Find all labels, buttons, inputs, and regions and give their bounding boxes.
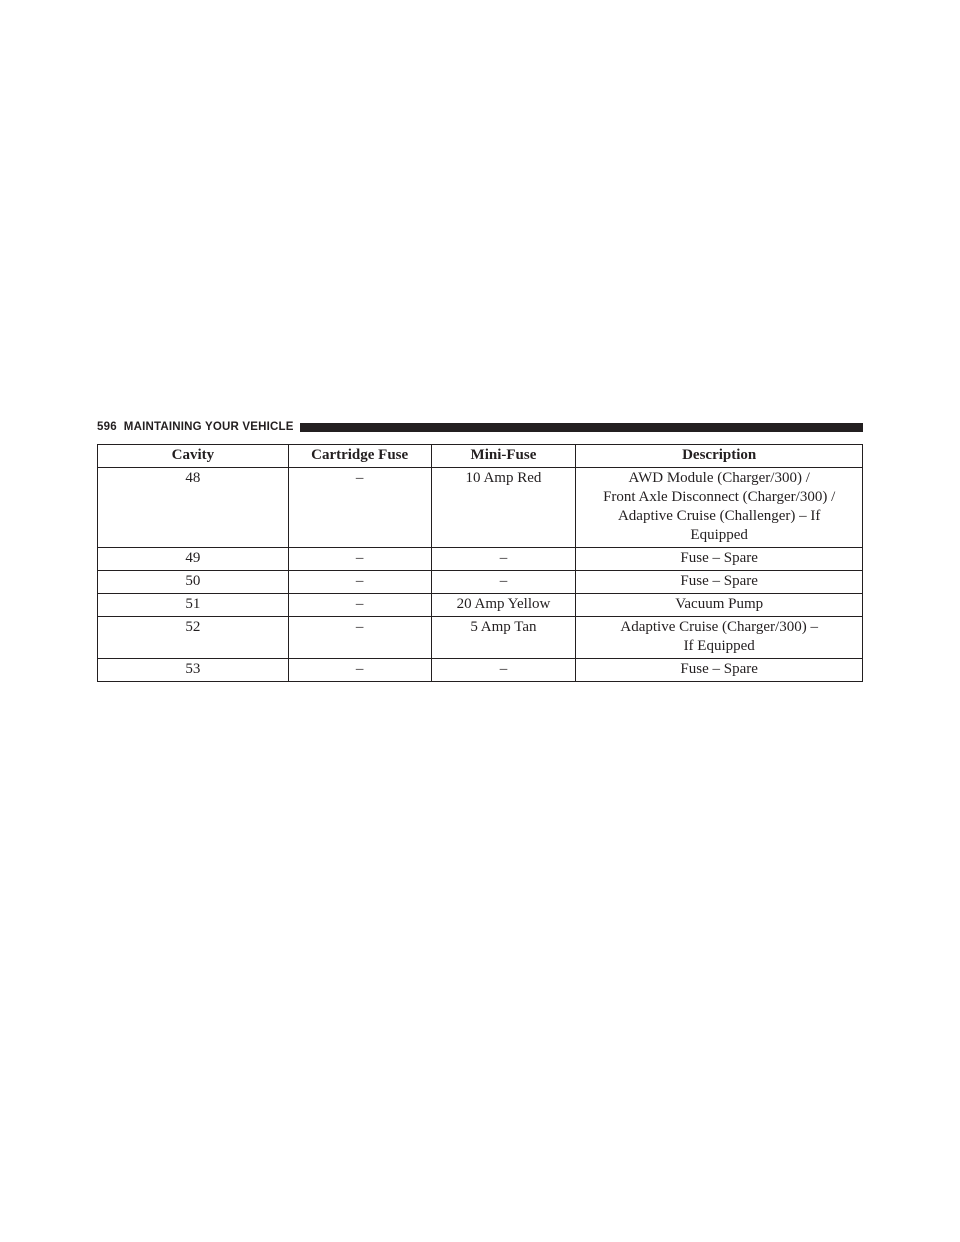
cavity-cell: 48	[98, 468, 289, 548]
cavity-cell: 51	[98, 594, 289, 617]
description-line: Adaptive Cruise (Challenger) – If	[617, 508, 821, 524]
column-header-cartridge-fuse: Cartridge Fuse	[288, 445, 431, 468]
description-line: Front Axle Disconnect (Charger/300) /	[603, 489, 836, 505]
cartridge-fuse-cell: –	[288, 594, 431, 617]
cavity-cell: 49	[98, 548, 289, 571]
column-header-cavity: Cavity	[98, 445, 289, 468]
table-row	[98, 617, 863, 659]
section-title: MAINTAINING YOUR VEHICLE	[123, 421, 294, 433]
column-header-description: Description	[576, 445, 863, 468]
table-row	[98, 571, 863, 594]
mini-fuse-cell: 10 Amp Red	[431, 468, 576, 548]
table-row	[98, 548, 863, 571]
mini-fuse-cell: 5 Amp Tan	[431, 617, 576, 659]
cartridge-fuse-cell: –	[288, 659, 431, 682]
table-row	[98, 659, 863, 682]
description-cell	[576, 468, 863, 548]
description-line: Adaptive Cruise (Charger/300) –	[620, 619, 818, 635]
mini-fuse-cell: –	[431, 659, 576, 682]
cavity-cell: 53	[98, 659, 289, 682]
fuse-table	[97, 444, 863, 682]
cartridge-fuse-cell: –	[288, 571, 431, 594]
mini-fuse-cell: –	[431, 548, 576, 571]
cavity-cell: 52	[98, 617, 289, 659]
header-rule	[300, 423, 863, 432]
description-cell	[576, 548, 863, 571]
description-line: AWD Module (Charger/300) /	[628, 470, 810, 486]
description-cell	[576, 659, 863, 682]
table-header-row	[98, 445, 863, 468]
cartridge-fuse-cell: –	[288, 468, 431, 548]
mini-fuse-cell: –	[431, 571, 576, 594]
mini-fuse-cell: 20 Amp Yellow	[431, 594, 576, 617]
page-number: 596	[97, 421, 117, 433]
column-header-mini-fuse: Mini-Fuse	[431, 445, 576, 468]
table-row	[98, 468, 863, 548]
cavity-cell: 50	[98, 571, 289, 594]
cartridge-fuse-cell: –	[288, 617, 431, 659]
page-header	[97, 418, 863, 436]
description-cell	[576, 571, 863, 594]
description-line: If Equipped	[683, 638, 755, 654]
description-line: Vacuum Pump	[675, 596, 764, 612]
description-line: Fuse – Spare	[680, 573, 758, 589]
cartridge-fuse-cell: –	[288, 548, 431, 571]
description-cell	[576, 617, 863, 659]
description-line: Fuse – Spare	[680, 661, 758, 677]
description-line: Equipped	[690, 527, 748, 543]
description-cell	[576, 594, 863, 617]
description-line: Fuse – Spare	[680, 550, 758, 566]
table-row	[98, 594, 863, 617]
